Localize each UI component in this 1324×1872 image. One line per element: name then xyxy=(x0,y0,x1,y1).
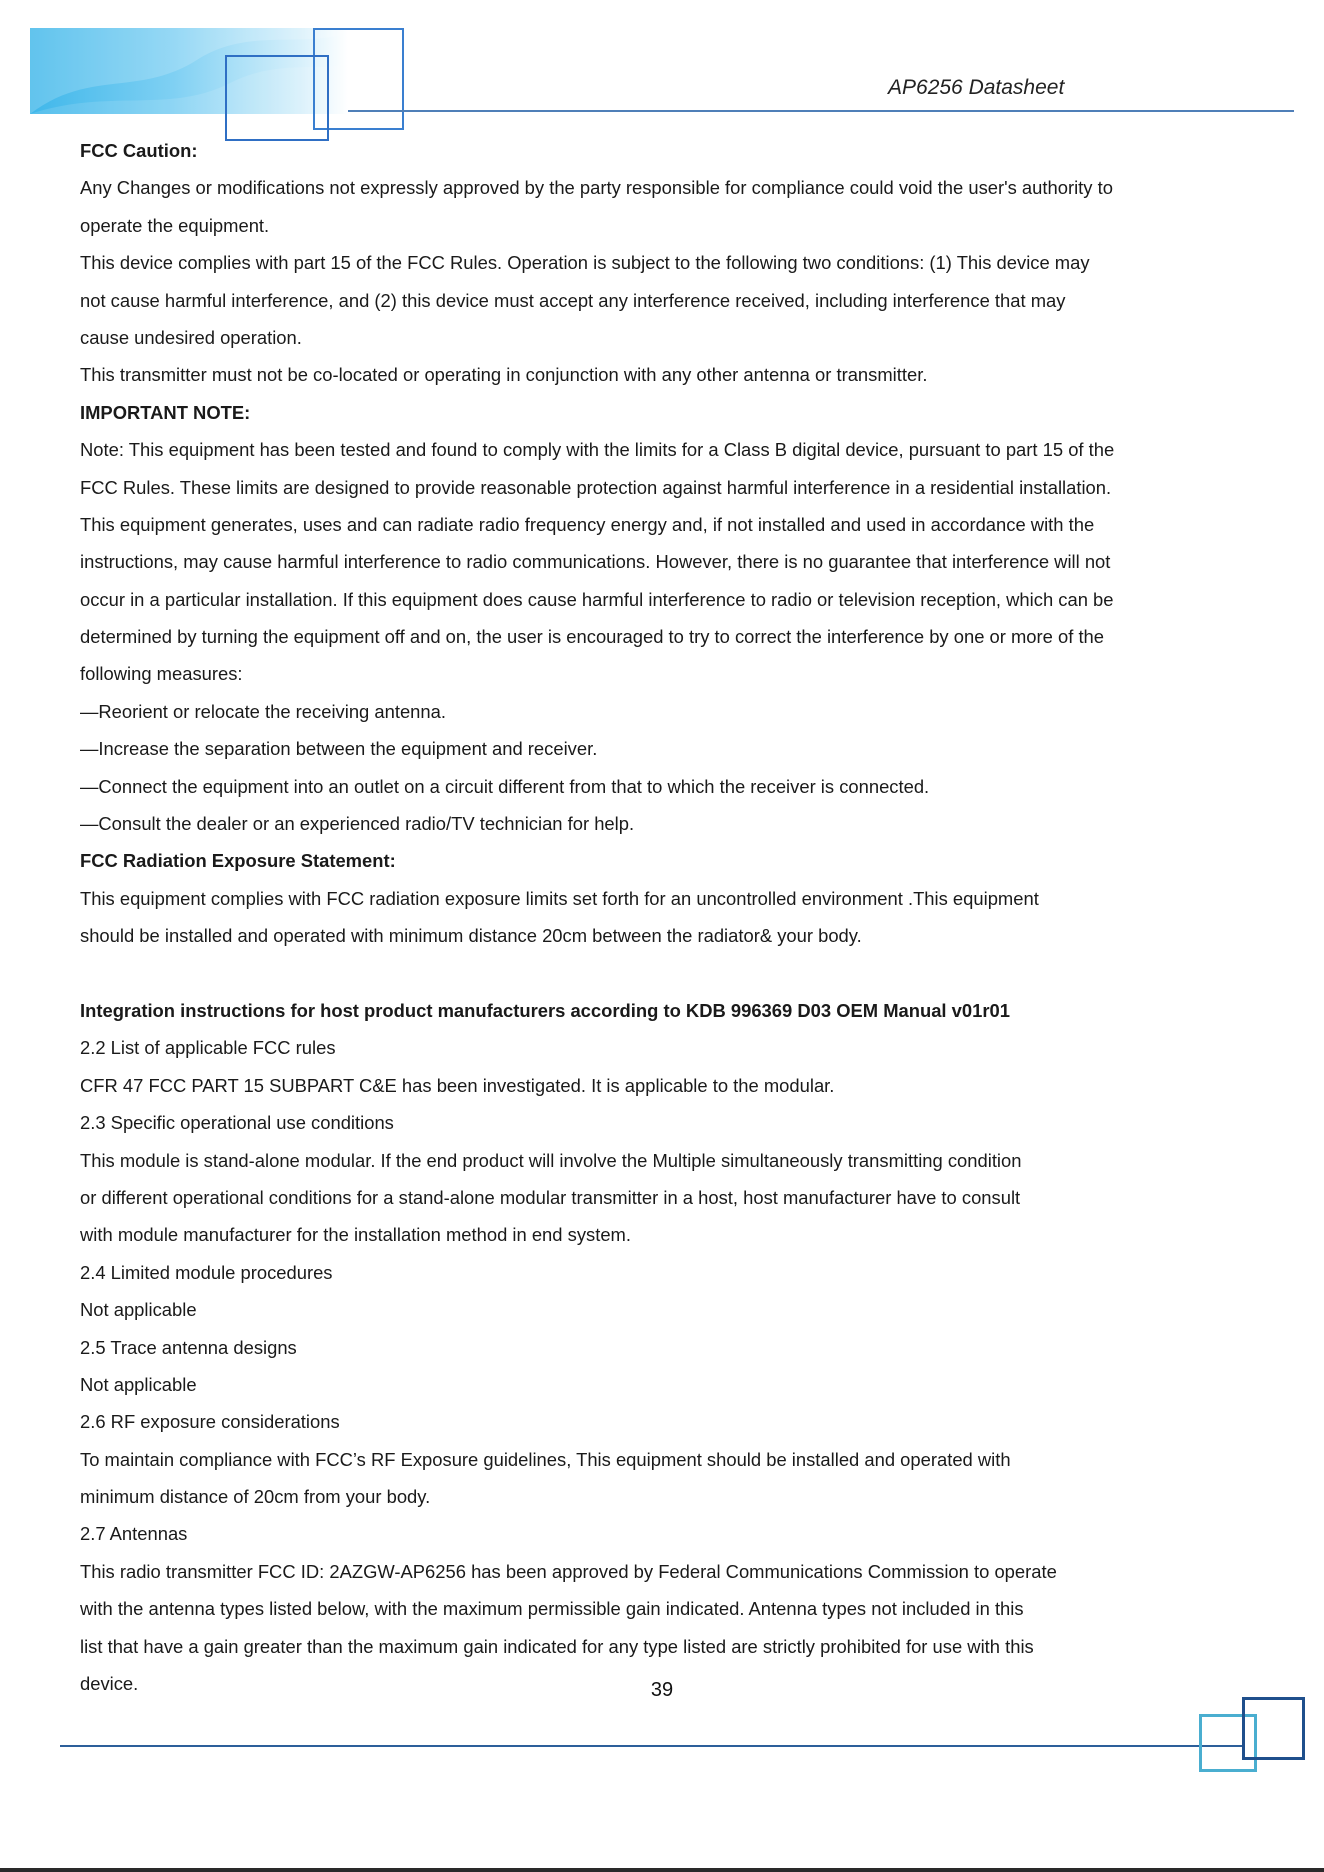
page-bottom-edge xyxy=(0,1868,1324,1872)
body-text-line: 2.3 Specific operational use conditions xyxy=(80,1112,394,1134)
section-heading: FCC Radiation Exposure Statement: xyxy=(80,850,396,872)
section-heading: FCC Caution: xyxy=(80,140,198,161)
body-text-line: with the antenna types listed below, with the maximum permissible gain indicated. Antenna types not included in this xyxy=(80,1598,1024,1620)
body-text-line: minimum distance of 20cm from your body. xyxy=(80,1486,431,1508)
body-text-line: or different operational conditions for a stand-alone modular transmitter in a host, host manufacturer have to consult xyxy=(80,1186,1021,1208)
body-text-line: FCC Rules. These limits are designed to provide reasonable protection against harmful interference in a residential installation. xyxy=(80,476,1112,498)
body-text-line: This equipment complies with FCC radiation exposure limits set forth for an uncontrolled environment .This equipment xyxy=(80,887,1039,909)
body-text-line: Note: This equipment has been tested and found to comply with the limits for a Class B digital device, pursuant to part 15 of the xyxy=(80,439,1115,461)
body-text-line: This equipment generates, uses and can radiate radio frequency energy and, if not installed and used in accordance with the xyxy=(80,513,1095,535)
body-text-line: 2.4 Limited module procedures xyxy=(80,1261,333,1283)
footer-rule xyxy=(60,1745,1245,1747)
body-text-line: CFR 47 FCC PART 15 SUBPART C&E has been investigated. It is applicable to the modular. xyxy=(80,1074,835,1096)
body-text-line: determined by turning the equipment off and on, the user is encouraged to try to correct the interference by one or more of the xyxy=(80,626,1105,648)
body-text-line: 2.2 List of applicable FCC rules xyxy=(80,1037,336,1059)
body-text-line: list that have a gain greater than the maximum gain indicated for any type listed are strictly prohibited for use with this xyxy=(80,1635,1034,1657)
footer-square-outline-dark xyxy=(1242,1697,1305,1760)
body-text-line: To maintain compliance with FCC’s RF Exposure guidelines, This equipment should be installed and operated with xyxy=(80,1448,1011,1470)
body-text-line: —Increase the separation between the equipment and receiver. xyxy=(80,738,598,760)
body-text-line: Any Changes or modifications not expressly approved by the party responsible for compliance could void the user's authority to xyxy=(80,177,1113,199)
body-text-line: This device complies with part 15 of the FCC Rules. Operation is subject to the following two conditions: (1) This device may xyxy=(80,252,1090,274)
body-text-line: device. xyxy=(80,1673,139,1695)
body-text-line: Not applicable xyxy=(80,1299,197,1321)
body-text-line: 2.6 RF exposure considerations xyxy=(80,1411,340,1433)
body-text-line: with module manufacturer for the installation method in end system. xyxy=(80,1224,631,1246)
page-number: 39 xyxy=(650,1679,674,1701)
body-text-line: operate the equipment. xyxy=(80,214,270,236)
section-heading: Integration instructions for host product manufacturers according to KDB 996369 D03 OEM Manual v01r01 xyxy=(80,999,1010,1021)
header-rule xyxy=(348,110,1294,112)
body-text-line: following measures: xyxy=(80,663,243,685)
body-text-line: 2.7 Antennas xyxy=(80,1523,188,1545)
body-text-line: This radio transmitter FCC ID: 2AZGW-AP6256 has been approved by Federal Communications Commission to operate xyxy=(80,1560,1057,1582)
body-text-line: —Connect the equipment into an outlet on a circuit different from that to which the receiver is connected. xyxy=(80,775,930,797)
body-text-line: cause undesired operation. xyxy=(80,326,302,348)
body-text-line: Not applicable xyxy=(80,1373,197,1395)
body-text-line: This module is stand-alone modular. If the end product will involve the Multiple simultaneously transmitting condition xyxy=(80,1149,1022,1171)
body-text-line: should be installed and operated with minimum distance 20cm between the radiator& your body. xyxy=(80,925,862,947)
document-title: AP6256 Datasheet xyxy=(888,76,1065,99)
body-text-line: This transmitter must not be co-located or operating in conjunction with any other antenna or transmitter. xyxy=(80,364,928,386)
header-square-outline-small xyxy=(225,55,329,141)
body-text-line: instructions, may cause harmful interference to radio communications. However, there is no guarantee that interference will not xyxy=(80,551,1111,573)
document-body xyxy=(80,132,1250,1702)
body-text-line: occur in a particular installation. If this equipment does cause harmful interference to radio or television reception, which can be xyxy=(80,588,1114,610)
body-text-line: not cause harmful interference, and (2) this device must accept any interference received, including interference that may xyxy=(80,289,1066,311)
blank-line xyxy=(80,955,1250,992)
section-heading: IMPORTANT NOTE: xyxy=(80,401,251,423)
body-text-line: —Reorient or relocate the receiving antenna. xyxy=(80,700,446,722)
body-text-line: 2.5 Trace antenna designs xyxy=(80,1336,297,1358)
body-text-line: —Consult the dealer or an experienced radio/TV technician for help. xyxy=(80,813,635,835)
